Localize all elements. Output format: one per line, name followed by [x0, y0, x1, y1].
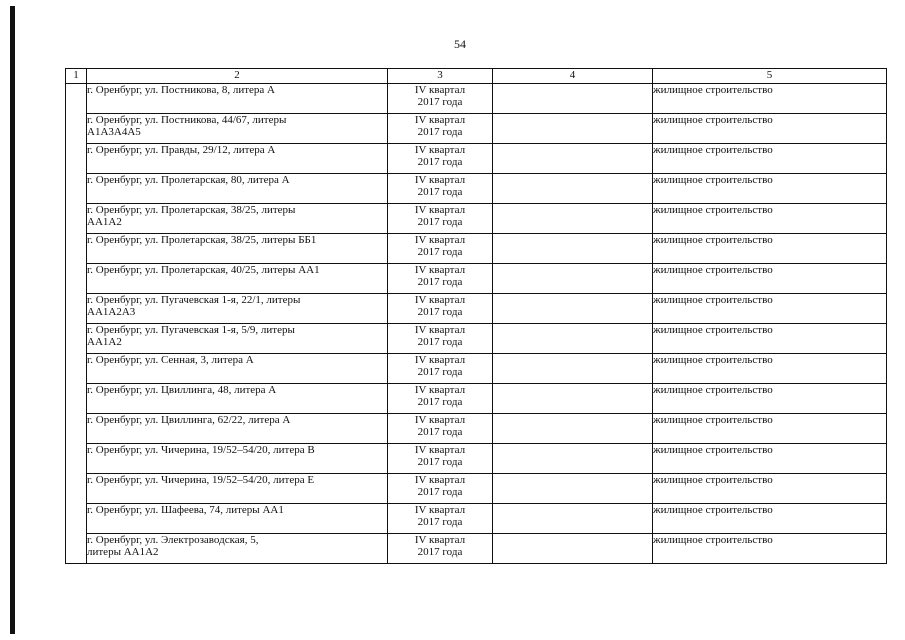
date-cell: IV квартал 2017 года — [388, 384, 493, 414]
date-cell: IV квартал 2017 года — [388, 144, 493, 174]
purpose-cell: жилищное строительство — [653, 414, 887, 444]
row-index-cell — [66, 84, 87, 564]
purpose-cell: жилищное строительство — [653, 174, 887, 204]
date-cell: IV квартал 2017 года — [388, 534, 493, 564]
header-col-4: 4 — [493, 69, 653, 84]
table-row — [66, 384, 887, 414]
purpose-cell: жилищное строительство — [653, 444, 887, 474]
date-cell: IV квартал 2017 года — [388, 174, 493, 204]
purpose-cell: жилищное строительство — [653, 324, 887, 354]
address-cell: г. Оренбург, ул. Пугачевская 1-я, 5/9, литеры АА1А2 — [87, 324, 388, 354]
table-row — [66, 504, 887, 534]
date-cell: IV квартал 2017 года — [388, 294, 493, 324]
purpose-cell: жилищное строительство — [653, 144, 887, 174]
table-row — [66, 114, 887, 144]
table-row — [66, 474, 887, 504]
column-4-cell — [493, 324, 653, 354]
header-col-5: 5 — [653, 69, 887, 84]
table-row — [66, 354, 887, 384]
address-cell: г. Оренбург, ул. Пролетарская, 80, литера А — [87, 174, 388, 204]
address-cell: г. Оренбург, ул. Пролетарская, 38/25, литеры ББ1 — [87, 234, 388, 264]
column-4-cell — [493, 444, 653, 474]
table-row — [66, 444, 887, 474]
table-row — [66, 414, 887, 444]
date-cell: IV квартал 2017 года — [388, 204, 493, 234]
purpose-cell: жилищное строительство — [653, 114, 887, 144]
address-cell: г. Оренбург, ул. Электрозаводская, 5, литеры АА1А2 — [87, 534, 388, 564]
header-col-2: 2 — [87, 69, 388, 84]
date-cell: IV квартал 2017 года — [388, 474, 493, 504]
header-col-1: 1 — [66, 69, 87, 84]
column-4-cell — [493, 534, 653, 564]
column-4-cell — [493, 234, 653, 264]
address-cell: г. Оренбург, ул. Пролетарская, 40/25, литеры АА1 — [87, 264, 388, 294]
purpose-cell: жилищное строительство — [653, 264, 887, 294]
date-cell: IV квартал 2017 года — [388, 414, 493, 444]
address-cell: г. Оренбург, ул. Цвиллинга, 62/22, литера А — [87, 414, 388, 444]
table-row — [66, 144, 887, 174]
address-cell: г. Оренбург, ул. Пролетарская, 38/25, литеры АА1А2 — [87, 204, 388, 234]
address-cell: г. Оренбург, ул. Правды, 29/12, литера А — [87, 144, 388, 174]
table-row — [66, 204, 887, 234]
date-cell: IV квартал 2017 года — [388, 354, 493, 384]
column-4-cell — [493, 174, 653, 204]
column-4-cell — [493, 414, 653, 444]
address-cell: г. Оренбург, ул. Постникова, 44/67, литеры А1А3А4А5 — [87, 114, 388, 144]
scan-edge-bar — [10, 6, 15, 634]
purpose-cell: жилищное строительство — [653, 474, 887, 504]
column-4-cell — [493, 114, 653, 144]
date-cell: IV квартал 2017 года — [388, 444, 493, 474]
address-cell: г. Оренбург, ул. Цвиллинга, 48, литера А — [87, 384, 388, 414]
address-cell: г. Оренбург, ул. Чичерина, 19/52–54/20, литера В — [87, 444, 388, 474]
table-row — [66, 84, 887, 114]
address-cell: г. Оренбург, ул. Постникова, 8, литера А — [87, 84, 388, 114]
column-4-cell — [493, 84, 653, 114]
column-4-cell — [493, 144, 653, 174]
table-row — [66, 534, 887, 564]
date-cell: IV квартал 2017 года — [388, 84, 493, 114]
header-col-3: 3 — [388, 69, 493, 84]
table-row — [66, 264, 887, 294]
table-row — [66, 324, 887, 354]
address-cell: г. Оренбург, ул. Пугачевская 1-я, 22/1, литеры АА1А2А3 — [87, 294, 388, 324]
purpose-cell: жилищное строительство — [653, 234, 887, 264]
purpose-cell: жилищное строительство — [653, 534, 887, 564]
table-row — [66, 294, 887, 324]
column-4-cell — [493, 384, 653, 414]
date-cell: IV квартал 2017 года — [388, 324, 493, 354]
address-cell: г. Оренбург, ул. Сенная, 3, литера А — [87, 354, 388, 384]
date-cell: IV квартал 2017 года — [388, 504, 493, 534]
purpose-cell: жилищное строительство — [653, 84, 887, 114]
table-row — [66, 174, 887, 204]
column-4-cell — [493, 264, 653, 294]
purpose-cell: жилищное строительство — [653, 294, 887, 324]
address-cell: г. Оренбург, ул. Чичерина, 19/52–54/20, литера Е — [87, 474, 388, 504]
column-4-cell — [493, 204, 653, 234]
column-4-cell — [493, 354, 653, 384]
purpose-cell: жилищное строительство — [653, 204, 887, 234]
column-4-cell — [493, 504, 653, 534]
table-body — [66, 84, 887, 564]
page-number: 54 — [454, 37, 466, 51]
table-row — [66, 234, 887, 264]
address-cell: г. Оренбург, ул. Шафеева, 74, литеры АА1 — [87, 504, 388, 534]
column-4-cell — [493, 474, 653, 504]
purpose-cell: жилищное строительство — [653, 384, 887, 414]
document-table — [65, 68, 887, 564]
date-cell: IV квартал 2017 года — [388, 114, 493, 144]
column-4-cell — [493, 294, 653, 324]
purpose-cell: жилищное строительство — [653, 354, 887, 384]
date-cell: IV квартал 2017 года — [388, 264, 493, 294]
purpose-cell: жилищное строительство — [653, 504, 887, 534]
table-header-row — [66, 69, 887, 84]
date-cell: IV квартал 2017 года — [388, 234, 493, 264]
